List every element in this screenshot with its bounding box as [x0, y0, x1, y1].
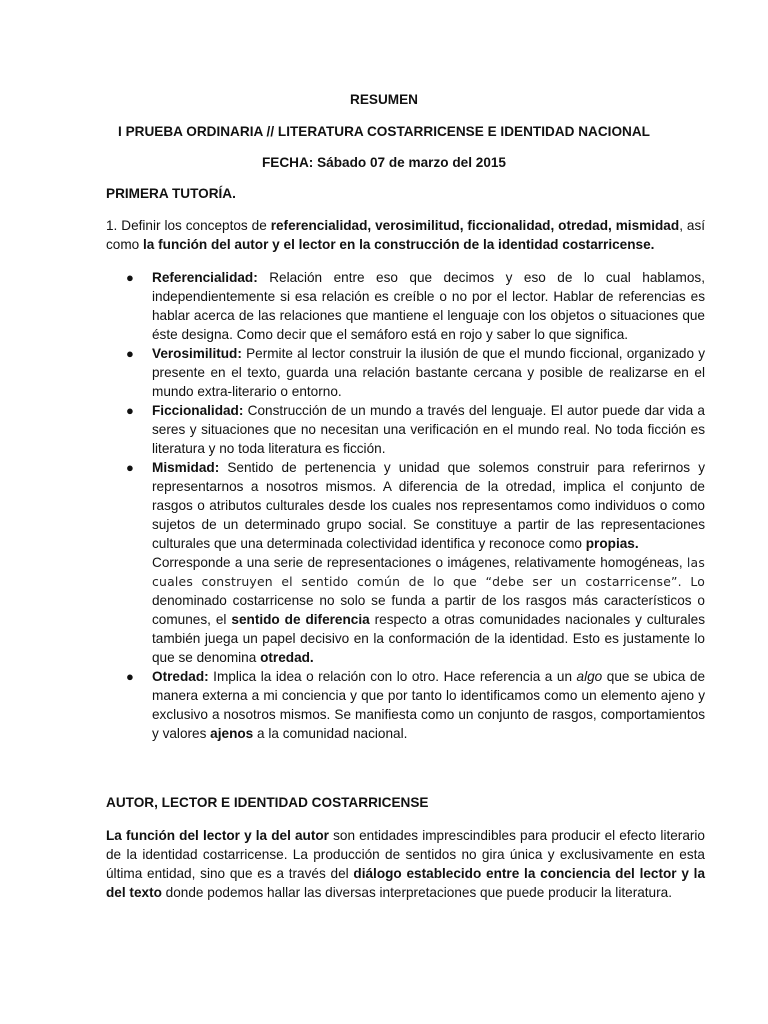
term-label: Verosimilitud:: [152, 346, 242, 361]
list-item-otredad: [106, 667, 705, 743]
p2-d: respecto a otras comunidades nacionales y culturales también juega un papel decisivo en la conformación de la identidad. Esto es justamente lo que se denomina: [152, 612, 705, 665]
term-tail-bold: propias.: [585, 536, 639, 551]
p2-bold1: sentido de diferencia: [231, 612, 370, 627]
closing-b: donde podemos hallar las diversas interpretaciones que puede producir la literatura.: [161, 885, 672, 900]
term-text: Relación entre eso que decimos y eso de lo cual hablamos, independientemente si esa relación es creíble o no por el lector. Hablar de referencias es hablar acerca de las relaciones que mantiene el lenguaje con los objetos o situaciones que éste designa. Como decir que el semáforo está en rojo y saber lo que significa.: [152, 270, 705, 342]
otredad-text-a: Implica la idea o relación con lo otro. Hace referencia a un: [208, 669, 577, 684]
term-label: Ficcionalidad:: [152, 403, 244, 418]
term-text: Construcción de un mundo a través del lenguaje. El autor puede dar vida a seres y situaciones que no necesitan una verificación en el mundo real. No toda ficción es literatura y no toda literatura es ficción.: [152, 403, 705, 456]
term-text: Sentido de pertenencia y unidad que solemos construir para referirnos y representarnos a nosotros mismos. A diferencia de la otredad, implica el conjunto de rasgos o atributos culturales desde los cuales nos representamos como individuos o como sujetos de un determinado grupo social. Se constituye a partir de las representaciones culturales que una determinada colectividad identifica y reconoce como: [152, 460, 705, 551]
term-label: Referencialidad:: [152, 270, 258, 285]
doc-date: FECHA: Sábado 07 de marzo del 2015: [261, 155, 506, 170]
p2-c: denominado costarricense no solo se funda a partir de los rasgos más característicos o comunes, el: [152, 593, 705, 627]
doc-subtitle: I PRUEBA ORDINARIA // LITERATURA COSTARRICENSE E IDENTIDAD NACIONAL: [118, 124, 650, 139]
bullet-icon: ●: [126, 346, 134, 361]
doc-title: RESUMEN: [350, 92, 418, 107]
list-item-ficcionalidad: [106, 401, 705, 458]
otredad-bold-word: ajenos: [210, 726, 254, 741]
intro-mid: , así como: [106, 218, 706, 252]
otredad-italic: algo: [576, 669, 603, 684]
section-title-primera-tutoria: PRIMERA TUTORÍA.: [106, 186, 236, 201]
list-item-verosimilitud: [106, 344, 705, 401]
intro-concepts: referencialidad, verosimilitud, ficcionalidad, otredad, mismidad: [270, 218, 680, 233]
closing-paragraph: [106, 826, 705, 902]
section-title-autor-lector: AUTOR, LECTOR E IDENTIDAD COSTARRICENSE: [106, 795, 429, 810]
bullet-icon: ●: [126, 270, 134, 285]
otredad-text-b: que se ubica de manera externa a mi conciencia y que por tanto lo identificamos como un elemento ajeno y exclusivo a nosotros mismos. Se manifiesta como un conjunto de rasgos, comportamientos y valores: [152, 669, 706, 741]
intro-paragraph: [106, 216, 705, 254]
closing-a: son entidades imprescindibles para producir el efecto literario de la identidad costarricense. La producción de sentidos no gira única y exclusivamente en esta última entidad, sino que es a través del: [106, 828, 705, 881]
bullet-icon: ●: [126, 669, 134, 684]
list-item-mismidad: [106, 458, 705, 667]
p2-b: las cuales construyen el sentido común de lo que “debe ser un costarricense”. Lo: [152, 555, 705, 589]
concept-list: [106, 268, 705, 743]
intro-prefix: 1. Definir los conceptos de: [106, 218, 271, 233]
term-label: Otredad:: [152, 669, 209, 684]
bullet-icon: ●: [126, 460, 134, 475]
p2-a: Corresponde a una serie de representaciones o imágenes, relativamente homogéneas,: [152, 555, 687, 570]
closing-bold1: La función del lector y la del autor: [106, 828, 329, 843]
mismidad-second-paragraph: [152, 553, 705, 667]
p2-bold2: otredad.: [260, 650, 314, 665]
term-label: Mismidad:: [152, 460, 220, 475]
intro-bold-tail: la función del autor y el lector en la construcción de la identidad costarricense.: [143, 237, 655, 252]
term-text: Permite al lector construir la ilusión de que el mundo ficcional, organizado y presente en el texto, guarda una relación bastante cercana y posible de realizarse en el mundo extra-literario o entorno.: [152, 346, 705, 399]
bullet-icon: ●: [126, 403, 134, 418]
otredad-text-c: a la comunidad nacional.: [253, 726, 408, 741]
closing-bold2: diálogo establecido entre la conciencia del lector y la del texto: [106, 866, 705, 900]
list-item-referencialidad: [106, 268, 705, 344]
